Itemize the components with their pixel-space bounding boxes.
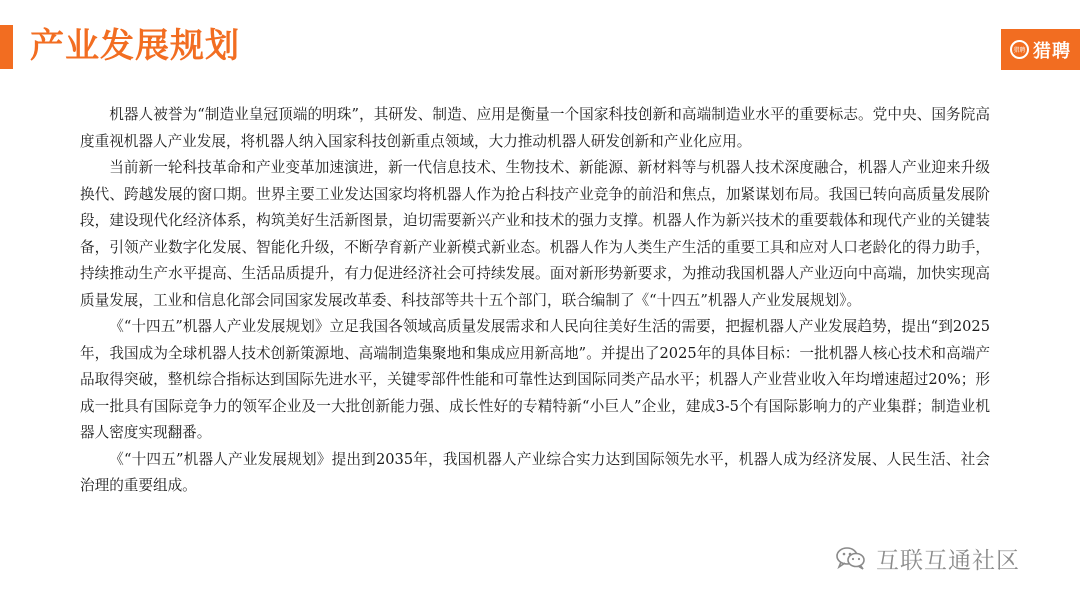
paragraph-1: 机器人被誉为“制造业皇冠顶端的明珠”，其研发、制造、应用是衡量一个国家科技创新和高端制造业水平的重要标志。党中央、国务院高度重视机器人产业发展，将机器人纳入国家科技创新重点领域，大力推动机器人研发创新和产业化应用。: [80, 106, 990, 150]
page-title: 产业发展规划: [30, 26, 240, 66]
title-accent-bar: [0, 25, 13, 69]
watermark: [836, 540, 1020, 576]
paragraph-4: 《“十四五”机器人产业发展规划》提出到2035年，我国机器人产业综合实力达到国际领先水平，机器人成为经济发展、人民生活、社会治理的重要组成。: [80, 450, 990, 494]
paragraph-2: 当前新一轮科技革命和产业变革加速演进，新一代信息技术、生物技术、新能源、新材料等与机器人技术深度融合，机器人产业迎来升级换代、跨越发展的窗口期。世界主要工业发达国家均将机器人作为抢占科技产业竞争的前沿和焦点，加紧谋划布局。我国已转向高质量发展阶段，建设现代化经济体系，构筑美好生活新图景，迫切需要新兴产业和技术的强力支撑。机器人作为新兴技术的重要载体和现代产业的关键装备，引领产业数字化发展、智能化升级，不断孕育新产业新模式新业态。机器人作为人类生产生活的重要工具和应对人口老龄化的得力助手，持续推动生产水平提高、生活品质提升，有力促进经济社会可持续发展。面对新形势新要求，为推动我国机器人产业迈向中高端，加快实现高质量发展，工业和信息化部会同国家发展改革委、科技部等共十五个部门，联合编制了《“十四五”机器人产业发展规划》。: [80, 159, 990, 309]
logo-mark-icon: 猎聘: [1010, 40, 1029, 59]
brand-logo: [1001, 29, 1080, 70]
body-text: [80, 102, 990, 500]
watermark-text: 互联互通社区: [876, 547, 1020, 574]
paragraph-3: 《“十四五”机器人产业发展规划》立足我国各领域高质量发展需求和人民向往美好生活的需要，把握机器人产业发展趋势，提出“到2025年，我国成为全球机器人技术创新策源地、高端制造集聚地和集成应用新高地”。并提出了2025年的具体目标：一批机器人核心技术和高端产品取得突破，整机综合指标达到国际先进水平，关键零部件性能和可靠性达到国际同类产品水平；机器人产业营业收入年均增速超过20%；形成一批具有国际竞争力的领军企业及一大批创新能力强、成长性好的专精特新“小巨人”企业，建成3-5个有国际影响力的产业集群；制造业机器人密度实现翻番。: [80, 318, 990, 441]
logo-text: 猎聘: [1033, 40, 1071, 62]
wechat-icon: [836, 546, 866, 570]
